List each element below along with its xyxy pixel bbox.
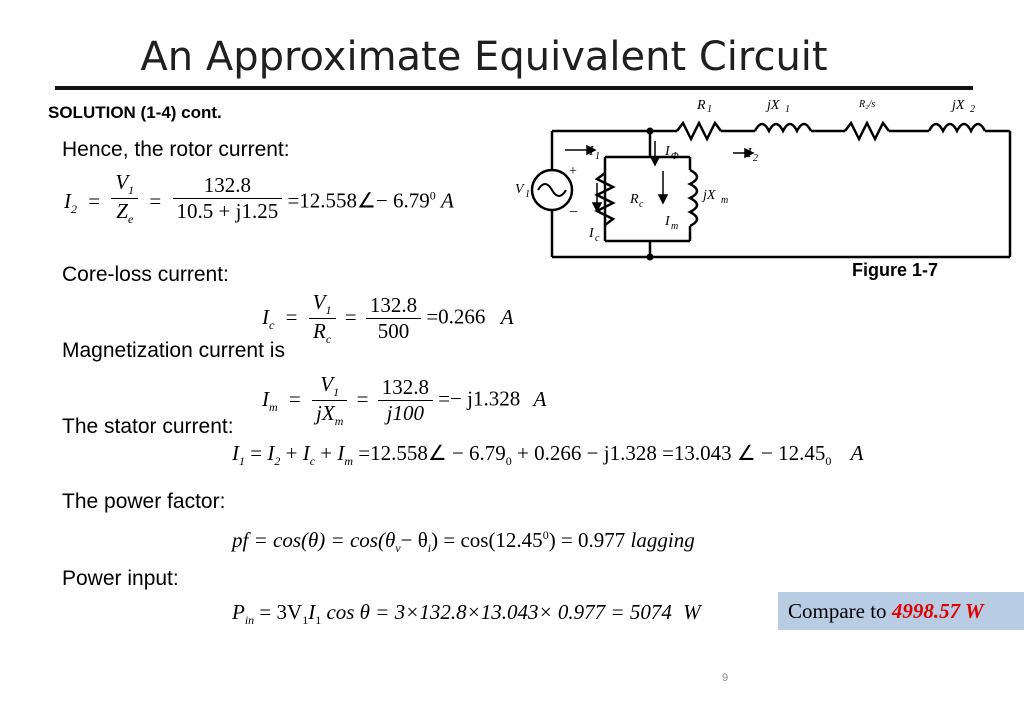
label-jxm: jX — [703, 188, 716, 203]
r2s-resistor — [845, 123, 889, 139]
label-iphi: I — [665, 144, 670, 159]
slide-title: An Approximate Equivalent Circuit — [140, 34, 828, 80]
magnetization-equation: $I_m$ = $\frac{V_1}{jX_m}$ = $\frac{132.8}{j100}$ =− j1.328 A — [262, 372, 547, 429]
compare-box: Compare to 4998.57 W — [778, 592, 1024, 630]
label-r2s: R₂/s — [859, 99, 876, 110]
power-input-equation: $P_{in} = 3V_1I_1$ cos θ = 3×132.8×13.043× 0.977 = 5074 W — [232, 600, 701, 628]
magnetization-label: Magnetization current is — [62, 339, 285, 362]
label-i1: I — [589, 144, 594, 159]
label-im: I — [665, 214, 670, 229]
label-ic: I — [589, 226, 594, 241]
title-divider — [55, 86, 973, 90]
r1-resistor — [677, 123, 721, 139]
label-jx2: jX — [952, 98, 965, 113]
svg-text:−: − — [569, 204, 579, 221]
rotor-current-equation: $I_2$ = $\frac{V_1}{Z_e}$ = $\frac{132.8}{10.5 + j1.25}$ =12.558∠− $6.79^0$ A — [64, 170, 454, 227]
svg-text:+: + — [569, 164, 577, 179]
svg-text:1: 1 — [707, 104, 712, 115]
svg-text:Φ: Φ — [671, 151, 679, 162]
power-input-label: Power input: — [62, 567, 179, 590]
core-loss-equation: $I_c$ = $\frac{V_1}{R_c}$ = $\frac{132.8}{500}$ =0.266 A — [262, 290, 514, 347]
label-i2: I — [747, 146, 752, 161]
label-r1: R — [697, 98, 706, 113]
label-jx1: jX — [767, 98, 780, 113]
figure-caption: Figure 1-7 — [852, 260, 939, 280]
label-rc: R — [630, 192, 639, 207]
label-v1: V — [515, 182, 524, 197]
svg-text:c: c — [595, 233, 600, 244]
rotor-current-label: Hence, the rotor current: — [62, 138, 290, 161]
svg-text:2: 2 — [970, 104, 975, 115]
power-factor-label: The power factor: — [62, 490, 226, 513]
svg-text:1: 1 — [525, 189, 530, 200]
power-factor-equation: pf = $\cos(\theta) = \cos(\theta_v- \theta_i) = \cos(12.45^0) = 0.977$ lagging — [232, 528, 695, 556]
core-loss-label: Core-loss current: — [62, 263, 229, 286]
svg-text:m: m — [721, 195, 729, 206]
svg-text:2: 2 — [753, 153, 758, 164]
svg-text:1: 1 — [595, 151, 600, 162]
svg-text:1: 1 — [785, 104, 790, 115]
page-number: 9 — [722, 672, 729, 684]
svg-text:m: m — [671, 221, 679, 232]
svg-text:c: c — [639, 199, 644, 210]
jx2-inductor — [929, 124, 985, 131]
section-heading: SOLUTION (1-4) cont. — [48, 103, 222, 122]
stator-current-label: The stator current: — [62, 415, 234, 438]
jx1-inductor — [755, 124, 811, 131]
equivalent-circuit-diagram — [505, 95, 1015, 265]
jxm-inductor — [690, 170, 697, 226]
stator-current-equation: $I_1 = I_2 + I_c + I_m$ =12.558∠ − $6.79_0 + 0.266 - j1.328 =13.043$ ∠ − $12.45_0$ A — [232, 441, 864, 469]
